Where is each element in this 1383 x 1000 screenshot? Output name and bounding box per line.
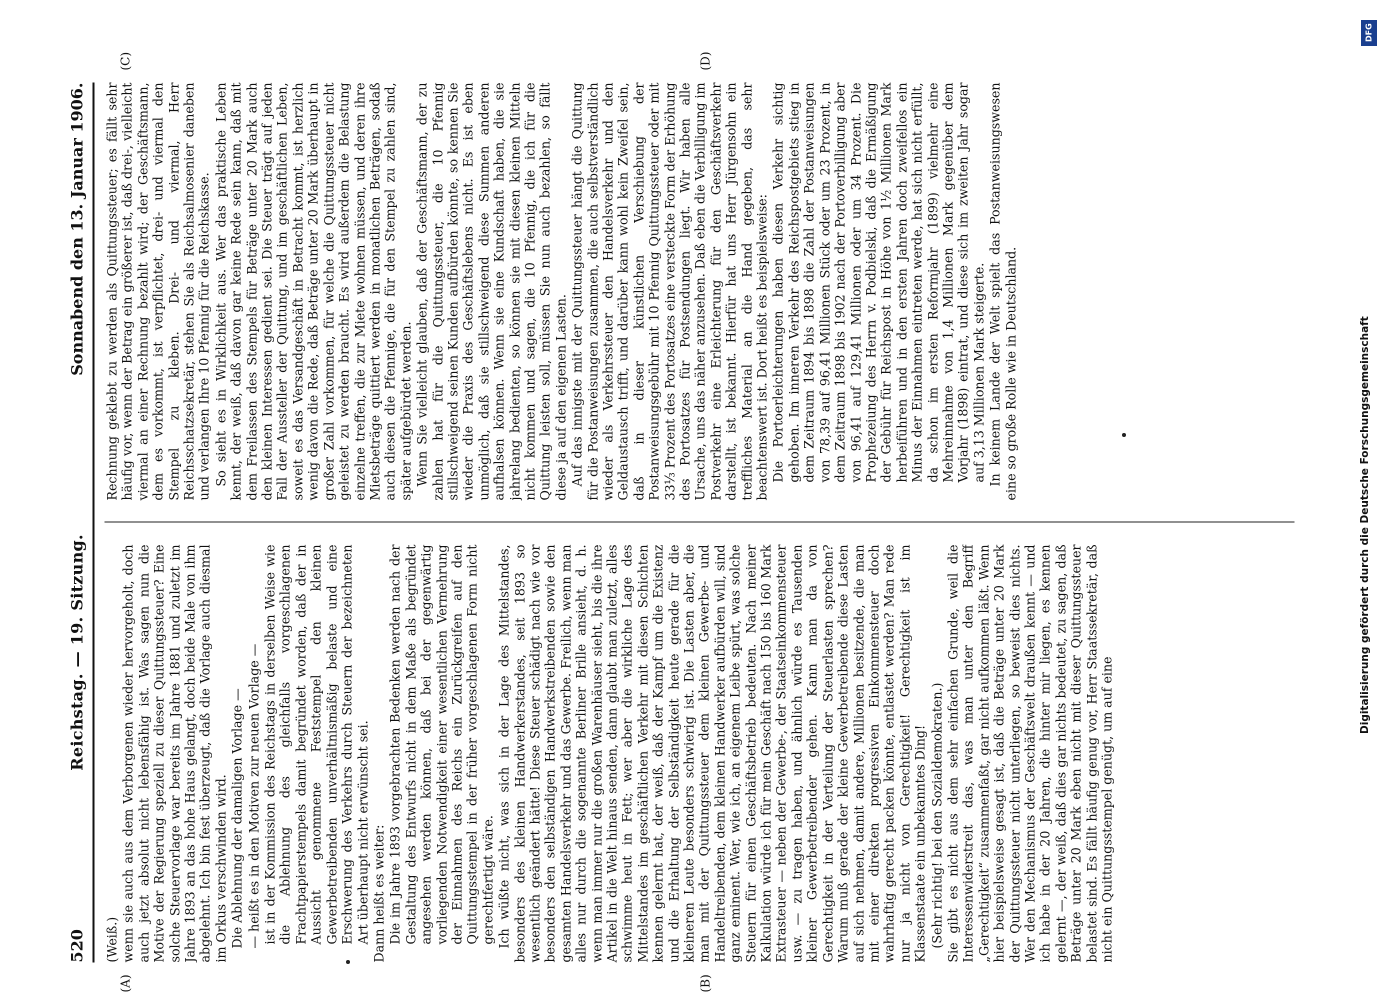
paragraph: ist in der Kommission des Reichstags in derselben Weise wie die Ablehnung des gleichfalls vorgeschlagenen Frachtpapierstempels damit begründet worden, daß der in Aussicht genommene Feststempel den kleinen Gewerbetreibenden unverhältnismäßig belaste und eine Erschwerung des Verkehrs durch Steuern der bezeichneten Art überhaupt nicht erwünscht sei. [262, 544, 370, 944]
paragraph: Die Portoerleichterungen haben diesen Verkehr sichtig gehoben. Im inneren Verkehr des Reichspostgebiets stieg in dem Zeitraum 1894 bis 1898 die Zahl der Postanweisungen von 78,39 auf 96,41 Millionen Stück oder um 23 Prozent, in dem Zeitraum 1898 bis 1902 nach der Portoverbilligung aber von 96,41 auf 129,41 Millionen oder um 34 Prozent. Die Prophezeiung des Herrn v. Podbielski, daß die Ermäßigung der Gebühr für Reichspost in Höhe von 1½ Millionen Mark herbeiführen und in den ersten Jahren doch zweifellos ein Minus der Einnahmen eintreten werde, hat sich nicht erfüllt, da schon im ersten Reformjahr (1899) vielmehr eine Mehreinnahme von 1,4 Millionen Mark gegenüber dem Vorjahr (1898) eintrat, und diese sich im zweiten Jahr sogar auf 3,13 Millionen Mark steigerte. [770, 82, 986, 482]
ink-dot [1122, 433, 1126, 437]
margin-marker-d: (D) [698, 51, 712, 70]
header-session: Reichstag. — 19. Sitzung. [67, 533, 86, 771]
paragraph: — heißt es in den Motiven zur neuen Vorlage — [245, 643, 261, 948]
paragraph: Ich wüßte nicht, was sich in der Lage des Mittelstandes, besonders des kleinen Handwerkerstandes, seit 1893 so wesentlich geändert hätte! Diese Steuer schädigt nach wie vor besonders den selbständigen Handwerkstreibenden sowie den gesamten Handelsverkehr und das Gewerbe. Freilich, wenn man alles nur durch die sogenannte Berliner Brille ansieht, d. h. wenn man immer nur die großen Warenhäuser sieht, bis die ihre Artikel in die Welt hinaus senden, dann glaubt man zuletzt, alles schwimme heut in Fett; wer aber die wirkliche Lage des Mittelstandes im geschäftlichen Verkehr mit diesen Schichten kennen gelernt hat, der weiß, daß der Kampf um die Existenz und die Erhaltung der Selbständigkeit heute gerade für die kleineren Leute besonders schwierig ist. Die Lasten aber, die man mit der Quittungssteuer dem kleinen Gewerbe- und Handeltreibenden, dem kleinen Handwerker aufbürden will, sind ganz eminent. Wer, wie ich, an eigenem Leibe spürt, was solche Steuern für einen Geschäftsbetrieb bedeuten. Nach meiner Kalkulation würde ich für mein Geschäft nach 150 bis 160 Mark Extrasteuer — neben der Gewerbe-, der Staatseinkommensteuer usw. — zu tragen haben, und ähnlich würde es Tausenden kleiner Gewerbetreibender gehen. Kann man da von Gerechtigkeit in der Verteilung der Steuerlasten sprechen? Warum muß gerade der kleine Gewerbetreibende diese Lasten auf sich nehmen, damit andere, Millionen besitzende, die man mit einer direkten progressiven Einkommensteuer doch wahrhaftig gerecht packen könnte, entlastet werden? Man rede nur ja nicht von Gerechtigkeit! Gerechtigkeit ist im Klassenstaate ein unbekanntes Ding! [496, 544, 928, 962]
digitization-note: Digitalisierung gefördert durch die Deutsche Forschungsgemeinschaft [1359, 316, 1371, 734]
paragraph: In keinem Lande der Welt spielt das Postanweisungswesen eine so große Rolle wie in Deutschland. [987, 82, 1018, 500]
header-rule [92, 82, 94, 962]
column-divider [104, 521, 1294, 522]
dfg-logo: DFG [1361, 20, 1377, 46]
paragraph: Die Ablehnung der damaligen Vorlage — [229, 687, 245, 948]
left-column [104, 544, 1294, 962]
page-body [58, 51, 1298, 992]
paragraph: Die im Jahre 1893 vorgebrachten Bedenken werden nach der Gestaltung des Entwurfs nicht in dem Maße als begründet angesehen werden können, daß bei der gegenwärtig vorliegenden Notwendigkeit einer wesentlichen Vermehrung der Einnahmen des Reichs ein Zurückgreifen auf den Quittungsstempel in der früher vorgeschlagenen Form nicht gerechtfertigt wäre. [387, 544, 495, 944]
digitization-stamp [1359, 10, 1381, 734]
paragraph: So sieht es in Wirklichkeit aus. Wer das praktische Leben kennt, der weiß, daß davon gar keine Rede sein kann, daß mit dem Freilassen des Stempels für Beträge unter 20 Mark auch den kleinen Interessen gedient sei. Die Steuer trägt auf jeden Fall der Aussteller der Quittung, und im geschäftlichen Leben, soweit es das Versandgeschäft in Betracht kommt, ist herzlich wenig davon die Rede, daß Beträge unter 20 Mark überhaupt in großer Zahl vorkommen, für welche die Quittungssteuer nicht geleistet zu werden braucht. Es wird außerdem die Belastung einzelne treffen, die zur Miete wohnen müssen, und deren ihre Mietsbeträge quittiert werden in monatlichen Beträgen, sodaß auch diesen die Pfennige, die für den Stempel zu zahlen sind, später aufgebürdet werden. [212, 82, 413, 500]
paragraph: (Sehr richtig! bei den Sozialdemokraten.) [928, 682, 944, 948]
paragraph: Sie gibt es nicht aus dem sehr einfachen Grunde, weil die Interessenwiderstreit das, was man unter den Begriff „Gerechtigkeit“ zusammenfaßt, gar nicht aufkommen läßt. Wenn hier beispielsweise gesagt ist, daß die Beträge unter 20 Mark der Quittungssteuer nicht unterliegen, so beweist dies nichts. Wer den Mechanismus der Geschäftswelt draußen kennt — und ich habe in der 20 Jahren, die hinter mir liegen, es kennen gelernt —, der weiß, daß dies gar nichts bedeutet, zu sagen, daß Beträge unter 20 Mark eben nicht mit dieser Quittungssteuer belastet sind. Es fällt häufig genug vor, Herr Staatssekretär, daß nicht ein Quittungsstempel genügt, um auf eine [944, 544, 1114, 962]
paragraph: Auf das innigste mit der Quittungssteuer hängt die Quittung für die Postanweisungen zusammen, die auch selbstverständlich wieder als Verkehrssteuer den Handelsverkehr und den Geldaustausch trifft, und darüber kann wohl kein Zweifel sein, daß in dieser künstlichen Verschiebung der Postanweisungsgebühr mit 10 Pfennig Quittungssteuer oder mit 33⅓ Prozent des Portosatzes eine versteckte Form der Erhöhung des Portosatzes für Postsendungen liegt. Wir haben alle Ursache, uns das näher anzusehen. Daß eben die Verbilligung im Postverkehr eine Erleichterung für den Geschäftsverkehr darstellt, ist bekannt. Hierfür hat uns Herr Jürgensohn ein treffliches Material an die Hand gegeben, das sehr beachtenswert ist. Dort heißt es beispielsweise: [569, 82, 770, 500]
header-date: Sonnabend den 13. Januar 1906. [67, 82, 86, 376]
margin-marker-c: (C) [118, 51, 132, 70]
paragraph: wenn sie auch aus dem Verborgenen wieder hervorgeholt, doch auch jetzt absolut nicht lebensfähig ist. Was sagen nun die Motive der Regierung speziell zu dieser Quittungssteuer? Eine solche Steuervorlage war bereits im Jahre 1881 und zuletzt im Jahre 1893 an das hohe Haus gelangt, doch beide Male von ihm abgelehnt. Ich bin fest überzeugt, daß die Vorlage auch diesmal im Orkus verschwinden wird. [120, 544, 228, 962]
page-number: 520 [67, 928, 86, 962]
margin-marker-b: (B) [698, 973, 712, 992]
margin-marker-a: (A) [118, 973, 132, 992]
paragraph: Wenn Sie vielleicht glauben, daß der Geschäftsmann, der zu zahlen hat für die Quittungssteuer, die 10 Pfennig stillschweigend seinen Kunden aufbürden könnte, so kennen Sie wieder die Praxis des Geschäftslebens nicht. Es ist eben unmöglich, daß sie stillschweigend diese Summen anderen aufhalsen können. Wenn sie eine Kundschaft haben, die sie jahrelang bedienten, so können sie mit diesen kleinen Mitteln nicht kommen und sagen, die 10 Pfennig, die ich für die Quittung leisten soll, müssen Sie nun auch bezahlen, so fällt diese ja auf den eigenen Lasten. [414, 82, 568, 500]
right-column [104, 82, 1294, 500]
paragraph: Rechnung geklebt zu werden als Quittungssteuer; es fällt sehr häufig vor, wenn der Betrag ein größerer ist, daß drei-, vielleicht viermal an einer Rechnung bezahlt wird; der Geschäftsmann, dem es vorkommt, ist verpflichtet, drei- und viermal den Stempel zu kleben. Drei- und viermal, Herr Reichsschatzsekretär, stehen Sie als Reichsalmosenier daneben und verlangen Ihre 10 Pfennig für die Reichskasse. [104, 82, 212, 500]
paragraph: (Weiß.) [104, 916, 119, 962]
ink-dot [346, 960, 350, 964]
paragraph: Dann heißt es weiter: [370, 824, 386, 962]
running-header [58, 82, 86, 962]
